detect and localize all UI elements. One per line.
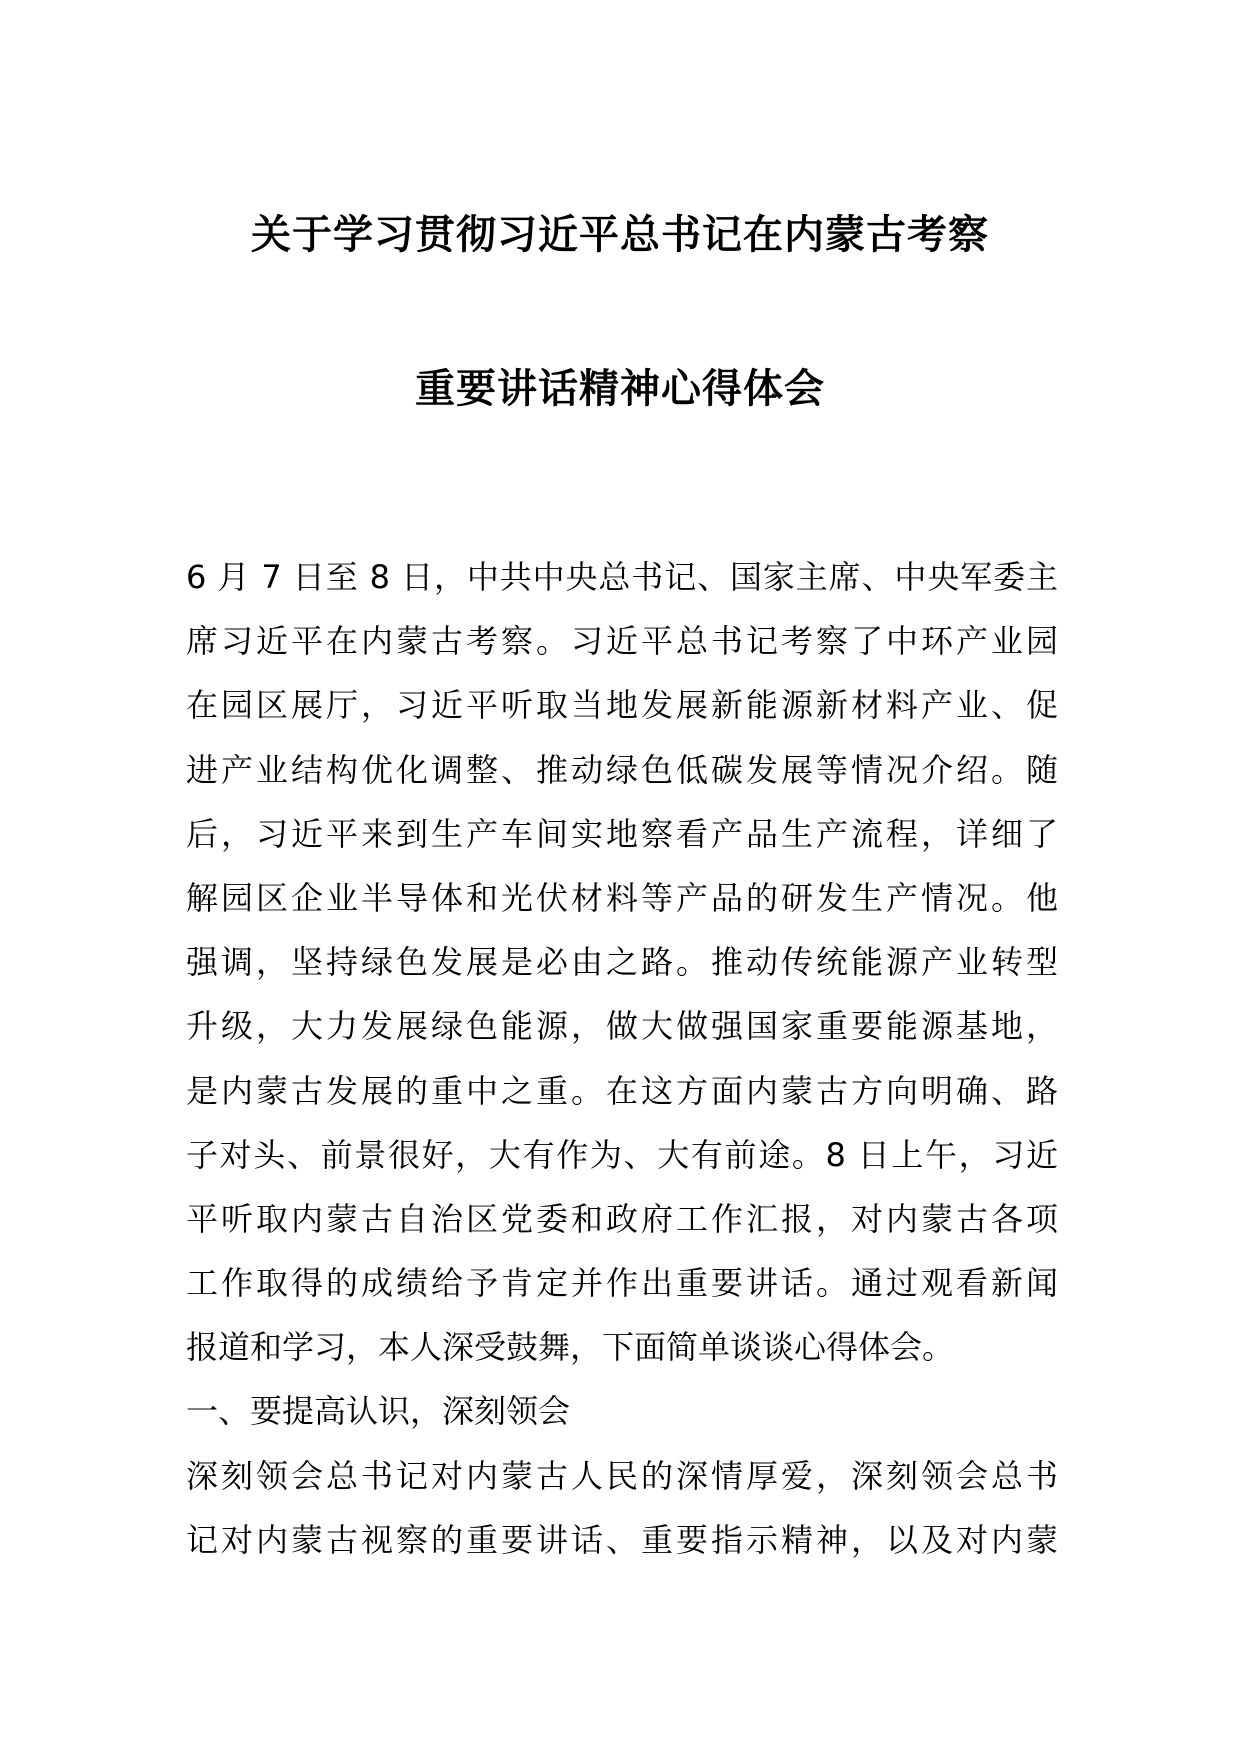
body-line: 报道和学习，本人深受鼓舞，下面简单谈谈心得体会。 bbox=[186, 1328, 955, 1367]
body-line: 记对内蒙古视察的重要讲话、重要指示精神，以及对内蒙 bbox=[186, 1520, 1058, 1559]
body-line: 深刻领会总书记对内蒙古人民的深情厚爱，深刻领会总书 bbox=[186, 1456, 1058, 1495]
body-line: 平听取内蒙古自治区党委和政府工作汇报，对内蒙古各项 bbox=[186, 1199, 1058, 1238]
body-line: 6 月 7 日至 8 日，中共中央总书记、国家主席、中央军委主 bbox=[186, 558, 1058, 596]
document-title-line-1: 关于学习贯彻习近平总书记在内蒙古考察 bbox=[251, 212, 989, 258]
body-line: 工作取得的成绩给予肯定并作出重要讲话。通过观看新闻 bbox=[186, 1264, 1058, 1303]
body-line: 子对头、前景很好，大有作为、大有前途。8 日上午，习近 bbox=[186, 1135, 1058, 1174]
document-title-line-2: 重要讲话精神心得体会 bbox=[415, 366, 825, 412]
body-line: 强调，坚持绿色发展是必由之路。推动传统能源产业转型 bbox=[186, 943, 1058, 982]
body-line: 后，习近平来到生产车间实地察看产品生产流程，详细了 bbox=[186, 814, 1058, 853]
body-line: 升级，大力发展绿色能源，做大做强国家重要能源基地， bbox=[186, 1007, 1058, 1046]
body-line: 是内蒙古发展的重中之重。在这方面内蒙古方向明确、路 bbox=[186, 1071, 1058, 1110]
body-line: 解园区企业半导体和光伏材料等产品的研发生产情况。他 bbox=[186, 878, 1058, 917]
document-body bbox=[186, 545, 1058, 1572]
body-line: 在园区展厅，习近平听取当地发展新能源新材料产业、促 bbox=[186, 686, 1058, 725]
body-line: 进产业结构优化调整、推动绿色低碳发展等情况介绍。随 bbox=[186, 750, 1058, 789]
section-heading: 一、要提高认识，深刻领会 bbox=[186, 1392, 571, 1431]
body-line: 席习近平在内蒙古考察。习近平总书记考察了中环产业园 bbox=[186, 622, 1058, 661]
